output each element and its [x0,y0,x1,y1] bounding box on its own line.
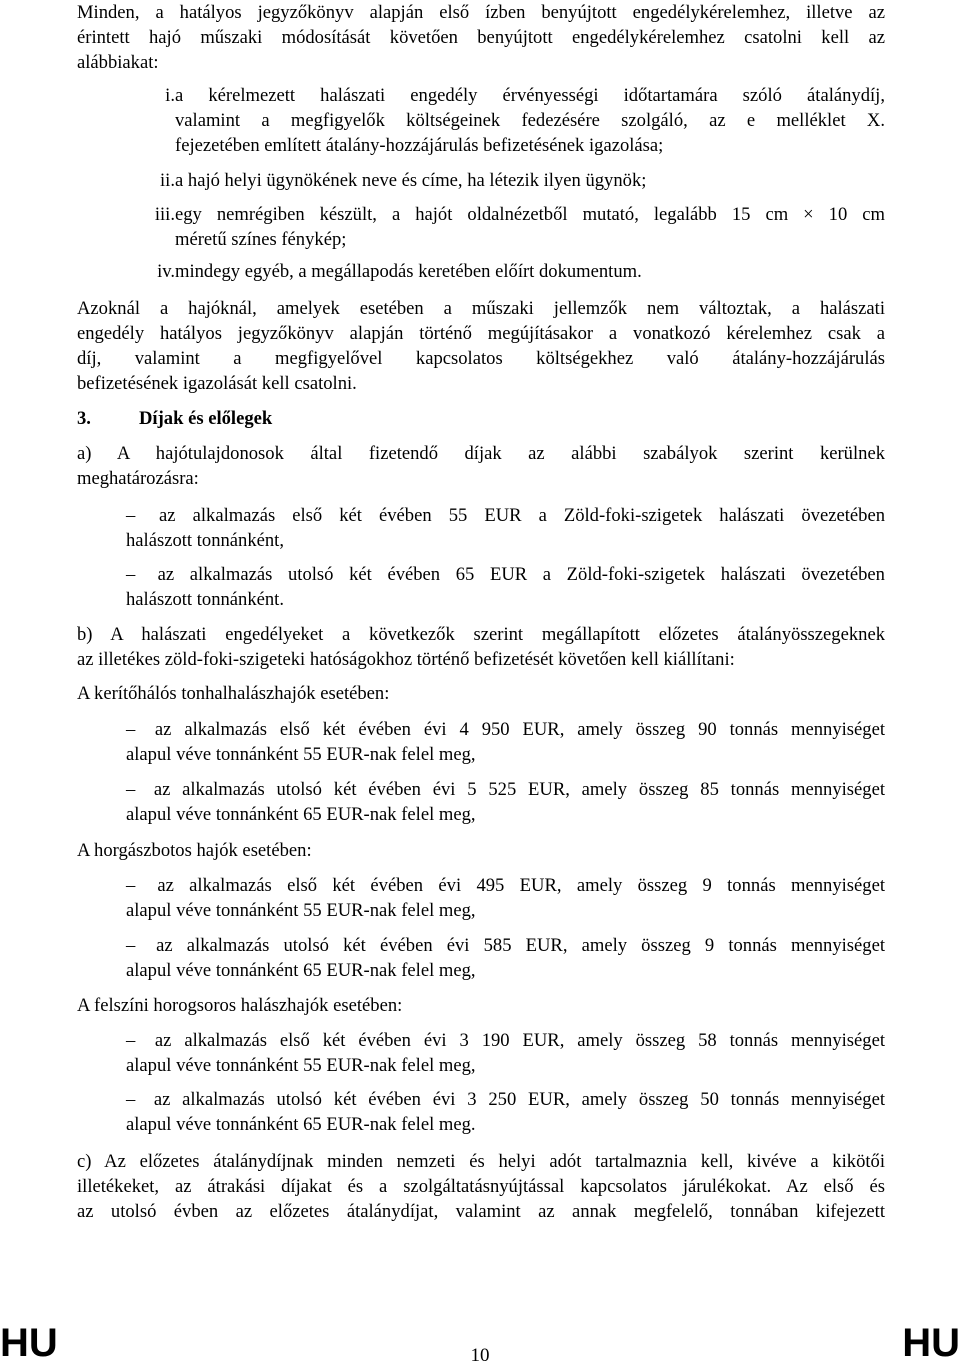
paragraph-line: illetékeket, az átrakási díjakat és a szolgáltatásnyújtással kapcsolatos járulékokat. Az első és [77,1176,885,1197]
dash-text: alapul véve tonnánként 65 EUR-nak felel meg, [126,804,476,825]
renewal-paragraph [77,296,885,396]
paragraph-line: meghatározásra: [77,468,199,489]
dash-text: az alkalmazás utolsó két évében évi 3 250 EUR, amely összeg 50 tonnás mennyiséget [153,1089,885,1110]
dash-item [126,777,885,827]
dash-item [126,933,885,983]
language-code-left: HU [0,1321,58,1365]
paragraph-line: az utolsó évben az előzetes átalánydíjat, valamint az annak megfelelő, tonnában kifejezett [77,1201,885,1222]
list-text: a kérelmezett halászati engedély érvényességi időtartamára szóló átalánydíj, [175,85,885,106]
paragraph-a [77,441,885,491]
list-text: valamint a megfigyelők költségeinek fedezésére szolgáló, az e melléklet X. [175,110,885,131]
dash-text: az alkalmazás első két évében évi 495 EUR, amely összeg 9 tonnás mennyiséget [157,875,885,896]
paragraph-line: Azoknál a hajóknál, amelyek esetében a műszaki jellemzők nem változtak, a halászati [77,298,885,319]
dash-text: alapul véve tonnánként 65 EUR-nak felel meg. [126,1114,476,1135]
list-number: i. [165,85,175,106]
dash-text: alapul véve tonnánként 55 EUR-nak felel meg, [126,900,476,921]
paragraph-line: engedély hatályos jegyzőkönyv alapján történő megújításakor a vonatkozó kérelemhez csak a [77,323,885,344]
paragraph-line: az illetékes zöld-foki-szigeteki hatóságokhoz történő befizetését követően kell kiállítani: [77,649,735,670]
dash-text: az alkalmazás utolsó két évében évi 585 EUR, amely összeg 9 tonnás mennyiséget [156,935,885,956]
paragraph-line: a) A hajótulajdonosok által fizetendő díjak az alábbi szabályok szerint kerülnek [77,443,885,464]
list-text: a hajó helyi ügynökének neve és címe, ha létezik ilyen ügynök; [175,170,647,191]
dash-text: halászott tonnánként. [126,589,285,610]
list-text: egy nemrégiben készült, a hajót oldalnézetből mutató, legalább 15 cm × 10 cm [175,204,885,225]
paragraph-line: b) A halászati engedélyeket a következők szerint megállapított előzetes átalányösszegeknek [77,624,885,645]
dash-item [126,873,885,923]
dash-item [126,562,885,612]
dash-item [126,1087,885,1137]
section-number: 3. [77,408,91,429]
dash-text: alapul véve tonnánként 55 EUR-nak felel meg, [126,744,476,765]
dash-text: alapul véve tonnánként 55 EUR-nak felel meg, [126,1055,476,1076]
dash-mark: – [126,875,136,896]
intro-paragraph [77,0,885,75]
group-label: A kerítőhálós tonhalhalászhajók esetében: [77,683,390,704]
paragraph-line: díj, valamint a megfigyelővel kapcsolatos költségekhez való átalány-hozzájárulás [77,348,885,369]
dash-mark: – [126,1089,136,1110]
section-heading [77,406,272,431]
intro-line: alábbiakat: [77,52,159,73]
dash-text: az alkalmazás első két évében évi 4 950 EUR, amely összeg 90 tonnás mennyiséget [154,719,886,740]
list-text: méretű színes fénykép; [175,229,347,250]
paragraph-line: befizetésének igazolását kell csatolni. [77,373,357,394]
dash-mark: – [126,935,136,956]
dash-mark: – [126,505,136,526]
dash-mark: – [126,779,136,800]
dash-item [126,717,885,767]
dash-mark: – [126,719,136,740]
dash-mark: – [126,1030,136,1051]
dash-text: halászott tonnánként, [126,530,285,551]
group-label: A horgászbotos hajók esetében: [77,840,312,861]
group-label: A felszíni horogsoros halászhajók esetében: [77,995,403,1016]
intro-line: Minden, a hatályos jegyzőkönyv alapján első ízben benyújtott engedélykérelemhez, illetve az [77,2,885,23]
dash-mark: – [126,564,136,585]
dash-text: az alkalmazás utolsó két évében évi 5 525 EUR, amely összeg 85 tonnás mennyiséget [153,779,885,800]
paragraph-line: c) Az előzetes átalánydíjnak minden nemzeti és helyi adót tartalmaznia kell, kivéve a kikötői [77,1151,885,1172]
page-number: 10 [470,1345,490,1366]
paragraph-b [77,622,885,672]
list-number: iii. [154,204,175,225]
dash-text: az alkalmazás első két évében évi 3 190 EUR, amely összeg 58 tonnás mennyiséget [154,1030,886,1051]
paragraph-c [77,1149,885,1224]
list-number: ii. [160,170,175,191]
list-text: fejezetében említett átalány-hozzájárulás befizetésének igazolása; [175,135,664,156]
list-text: mindegy egyéb, a megállapodás keretében előírt dokumentum. [175,261,642,282]
dash-text: az alkalmazás utolsó két évében 65 EUR a Zöld-foki-szigetek halászati övezetében [157,564,885,585]
dash-item [126,1028,885,1078]
section-title: Díjak és előlegek [139,408,273,429]
list-number: iv. [157,261,175,282]
language-code-right: HU [902,1321,960,1365]
intro-line: érintett hajó műszaki módosítását követően benyújtott engedélykérelemhez csatolni kell az [77,27,885,48]
dash-text: alapul véve tonnánként 65 EUR-nak felel meg, [126,960,476,981]
dash-text: az alkalmazás első két évében 55 EUR a Zöld-foki-szigetek halászati övezetében [159,505,885,526]
dash-item [126,503,885,553]
